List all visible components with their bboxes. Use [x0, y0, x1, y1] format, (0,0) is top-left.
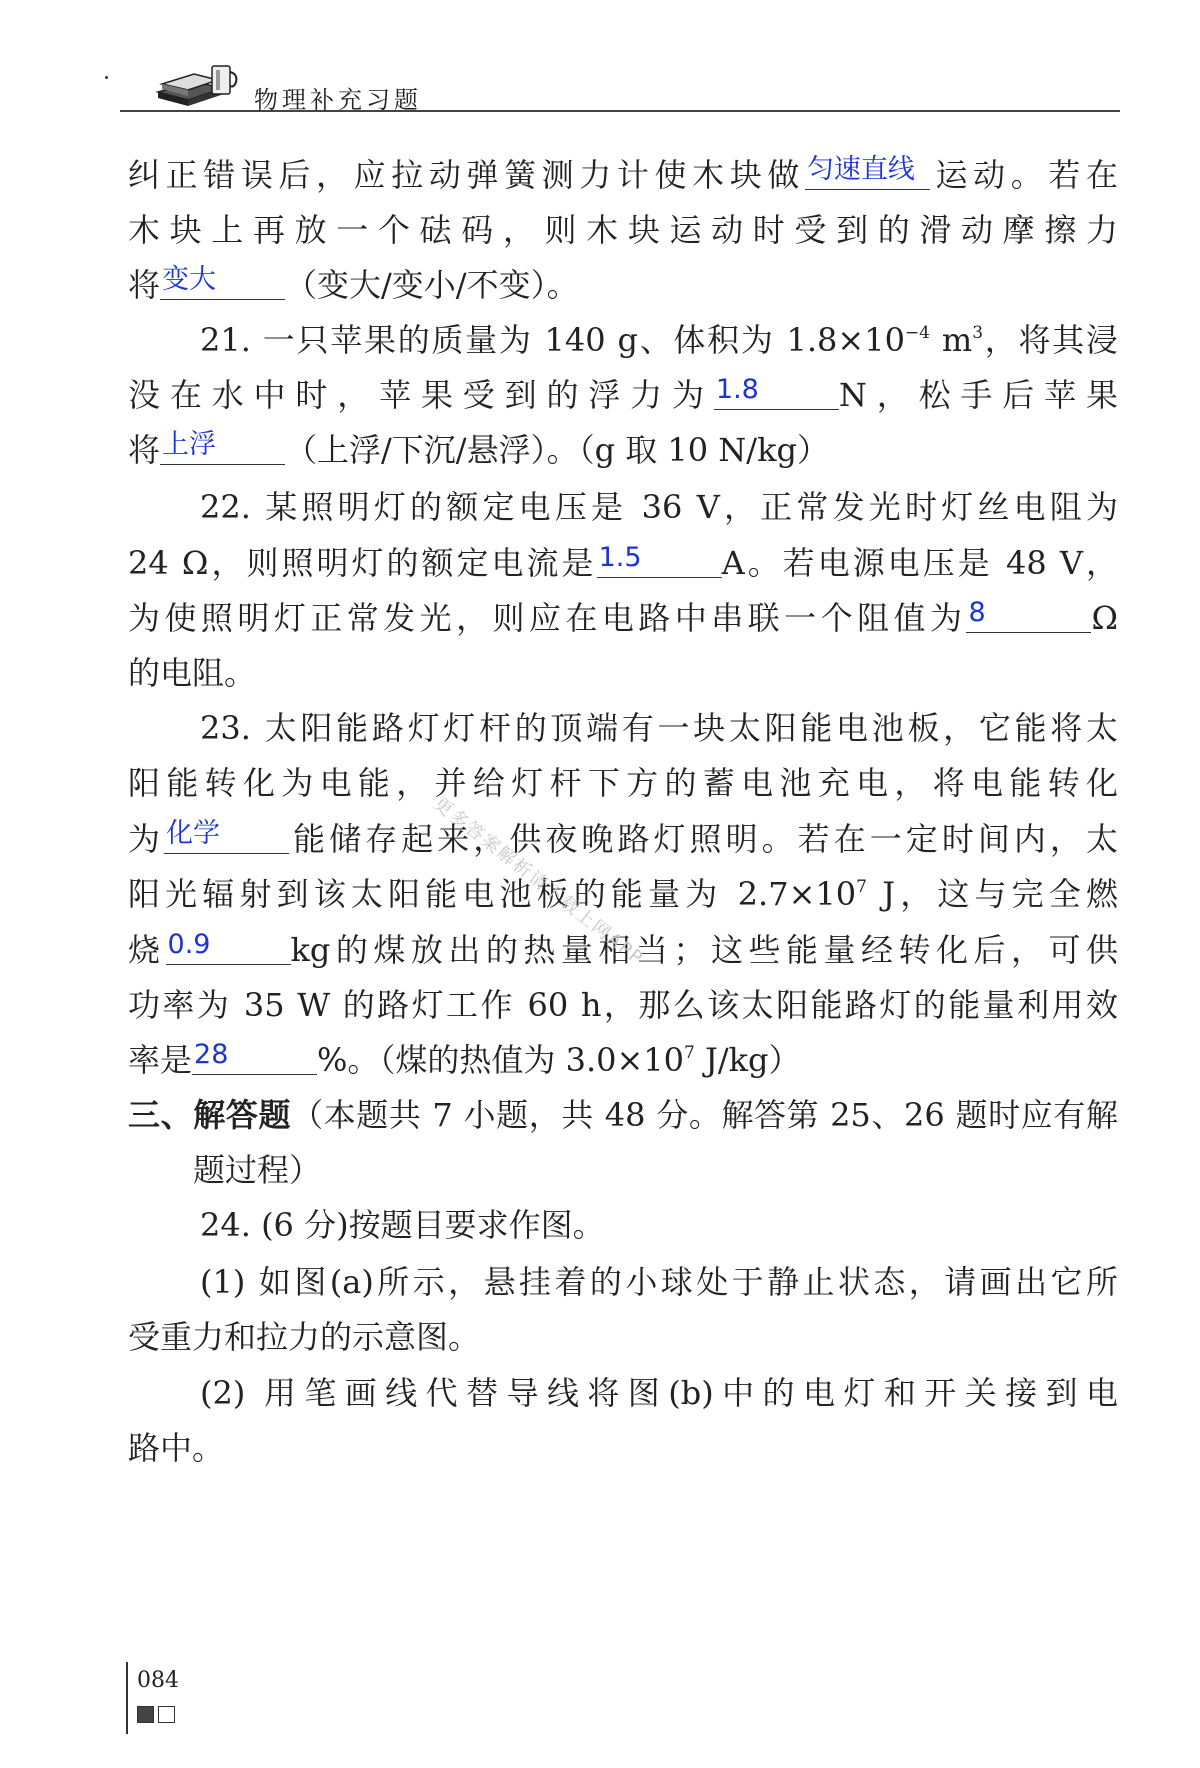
handwritten-answer: 上浮	[162, 429, 217, 460]
answer-blank	[192, 1036, 317, 1075]
q23-text: 率是	[128, 1041, 193, 1079]
empty-square-icon	[158, 1706, 175, 1723]
q20-text: （变大/变小/不变）。	[285, 266, 579, 304]
speck	[105, 76, 108, 79]
q22-line-4: 的电阻。	[128, 654, 257, 692]
q21-text: 将	[128, 431, 161, 469]
q23-line-1: 23. 太阳能路灯灯杆的顶端有一块太阳能电池板，它能将太	[200, 709, 1118, 747]
handwritten-answer: 1.5	[598, 542, 642, 573]
q20-line-3	[128, 260, 1118, 310]
q21-text: （上浮/下沉/悬浮）。（g 取 10 N/kg）	[285, 431, 829, 469]
q21-text: 21. 一只苹果的质量为 140 g、体积为 1.8×10	[200, 321, 905, 359]
answer-blank	[714, 371, 839, 410]
footer-rule	[126, 1662, 128, 1734]
q23-line-6: 功率为 35 W 的路灯工作 60 h，那么该太阳能路灯的能量利用效	[128, 986, 1118, 1024]
watermark: 更多答案解析请下载上网APP	[429, 793, 648, 970]
q22-text: A。若电源电压是 48 V，	[721, 544, 1118, 582]
q24-part1-line-1: (1) 如图(a)所示，悬挂着的小球处于静止状态，请画出它所	[200, 1263, 1118, 1301]
answer-blank	[966, 594, 1091, 633]
answer-blank	[597, 539, 722, 578]
q21-text: N，松手后苹果	[838, 376, 1118, 414]
q23-text: kg的煤放出的热量相当；这些能量经转化后，可供	[290, 931, 1118, 969]
handwritten-answer: 28	[194, 1039, 229, 1070]
answer-blank	[166, 926, 291, 965]
header-rule	[120, 110, 1120, 112]
q21-text: 没在水中时，苹果受到的浮力为	[128, 376, 714, 414]
q23-text: 烧	[128, 931, 166, 969]
answer-blank	[164, 815, 289, 854]
q21-line-2	[128, 370, 1118, 420]
exponent: 7	[684, 1043, 695, 1063]
q20-text: 纠正错误后，应拉动弹簧测力计使木块做	[128, 156, 805, 194]
header-title: 物理补充习题	[254, 86, 422, 114]
exponent: 3	[972, 323, 984, 343]
q21-text: ，将其浸	[983, 321, 1118, 359]
q21-line-1	[200, 315, 1118, 365]
handwritten-answer: 1.8	[715, 374, 759, 405]
exponent: −4	[904, 323, 930, 343]
q23-text: 阳光辐射到该太阳能电池板的能量为 2.7×10	[128, 875, 857, 913]
answer-blank	[160, 426, 285, 465]
q23-line-3	[128, 814, 1118, 864]
q22-text: Ω	[1091, 599, 1118, 637]
handwritten-answer: 匀速直线	[806, 154, 915, 185]
page-number: 084	[137, 1668, 179, 1693]
section-note: （本题共 7 小题，共 48 分。解答第 25、26 题时应有解	[291, 1096, 1118, 1134]
section-heading: 三、解答题	[128, 1096, 292, 1134]
q21-text: m	[930, 321, 973, 359]
q23-text: J/kg）	[694, 1041, 801, 1079]
q22-line-2	[128, 538, 1118, 588]
exponent: 7	[856, 877, 867, 897]
answer-blank	[805, 151, 930, 190]
q21-line-3	[128, 425, 1118, 475]
q20-line-2: 木块上再放一个砝码，则木块运动时受到的滑动摩擦力	[128, 211, 1118, 249]
handwritten-answer: 8	[968, 597, 986, 628]
q23-line-4	[128, 869, 1118, 919]
answer-blank	[160, 261, 285, 300]
handwritten-answer: 变大	[162, 264, 217, 295]
q23-line-2: 阳能转化为电能，并给灯杆下方的蓄电池充电，将电能转化	[128, 764, 1118, 802]
q23-text: 能储存起来，供夜晚路灯照明。若在一定时间内，太	[289, 820, 1118, 858]
q24-line-1: 24. (6 分)按题目要求作图。	[200, 1206, 605, 1244]
q23-line-7	[128, 1035, 1118, 1085]
q20-text: 将	[128, 266, 161, 304]
q22-text: 为使照明灯正常发光，则应在电路中串联一个阻值为	[128, 599, 967, 637]
q24-part2-line-1: (2) 用笔画线代替导线将图(b)中的电灯和开关接到电	[200, 1374, 1118, 1412]
handwritten-answer: 化学	[166, 818, 221, 849]
q23-text: 为	[128, 820, 165, 858]
q24-part2-line-2: 路中。	[128, 1429, 225, 1467]
handwritten-answer: 0.9	[167, 929, 211, 960]
q20-text: 运动。若在	[929, 156, 1118, 194]
q20-line-1	[128, 150, 1118, 200]
q22-line-3	[128, 593, 1118, 643]
q23-text: J，这与完全燃	[866, 875, 1118, 913]
filled-square-icon	[137, 1706, 154, 1723]
section-note-line-2: 题过程）	[193, 1151, 322, 1189]
section-heading-line	[128, 1090, 1118, 1140]
books-and-cup-icon	[154, 62, 238, 106]
q24-part1-line-2: 受重力和拉力的示意图。	[128, 1318, 481, 1356]
page-header	[120, 62, 1120, 114]
q23-text: %。（煤的热值为 3.0×10	[317, 1041, 685, 1079]
page-marks	[137, 1704, 179, 1723]
q22-text: 24 Ω，则照明灯的额定电流是	[128, 544, 597, 582]
q22-line-1: 22. 某照明灯的额定电压是 36 V，正常发光时灯丝电阻为	[200, 488, 1118, 526]
